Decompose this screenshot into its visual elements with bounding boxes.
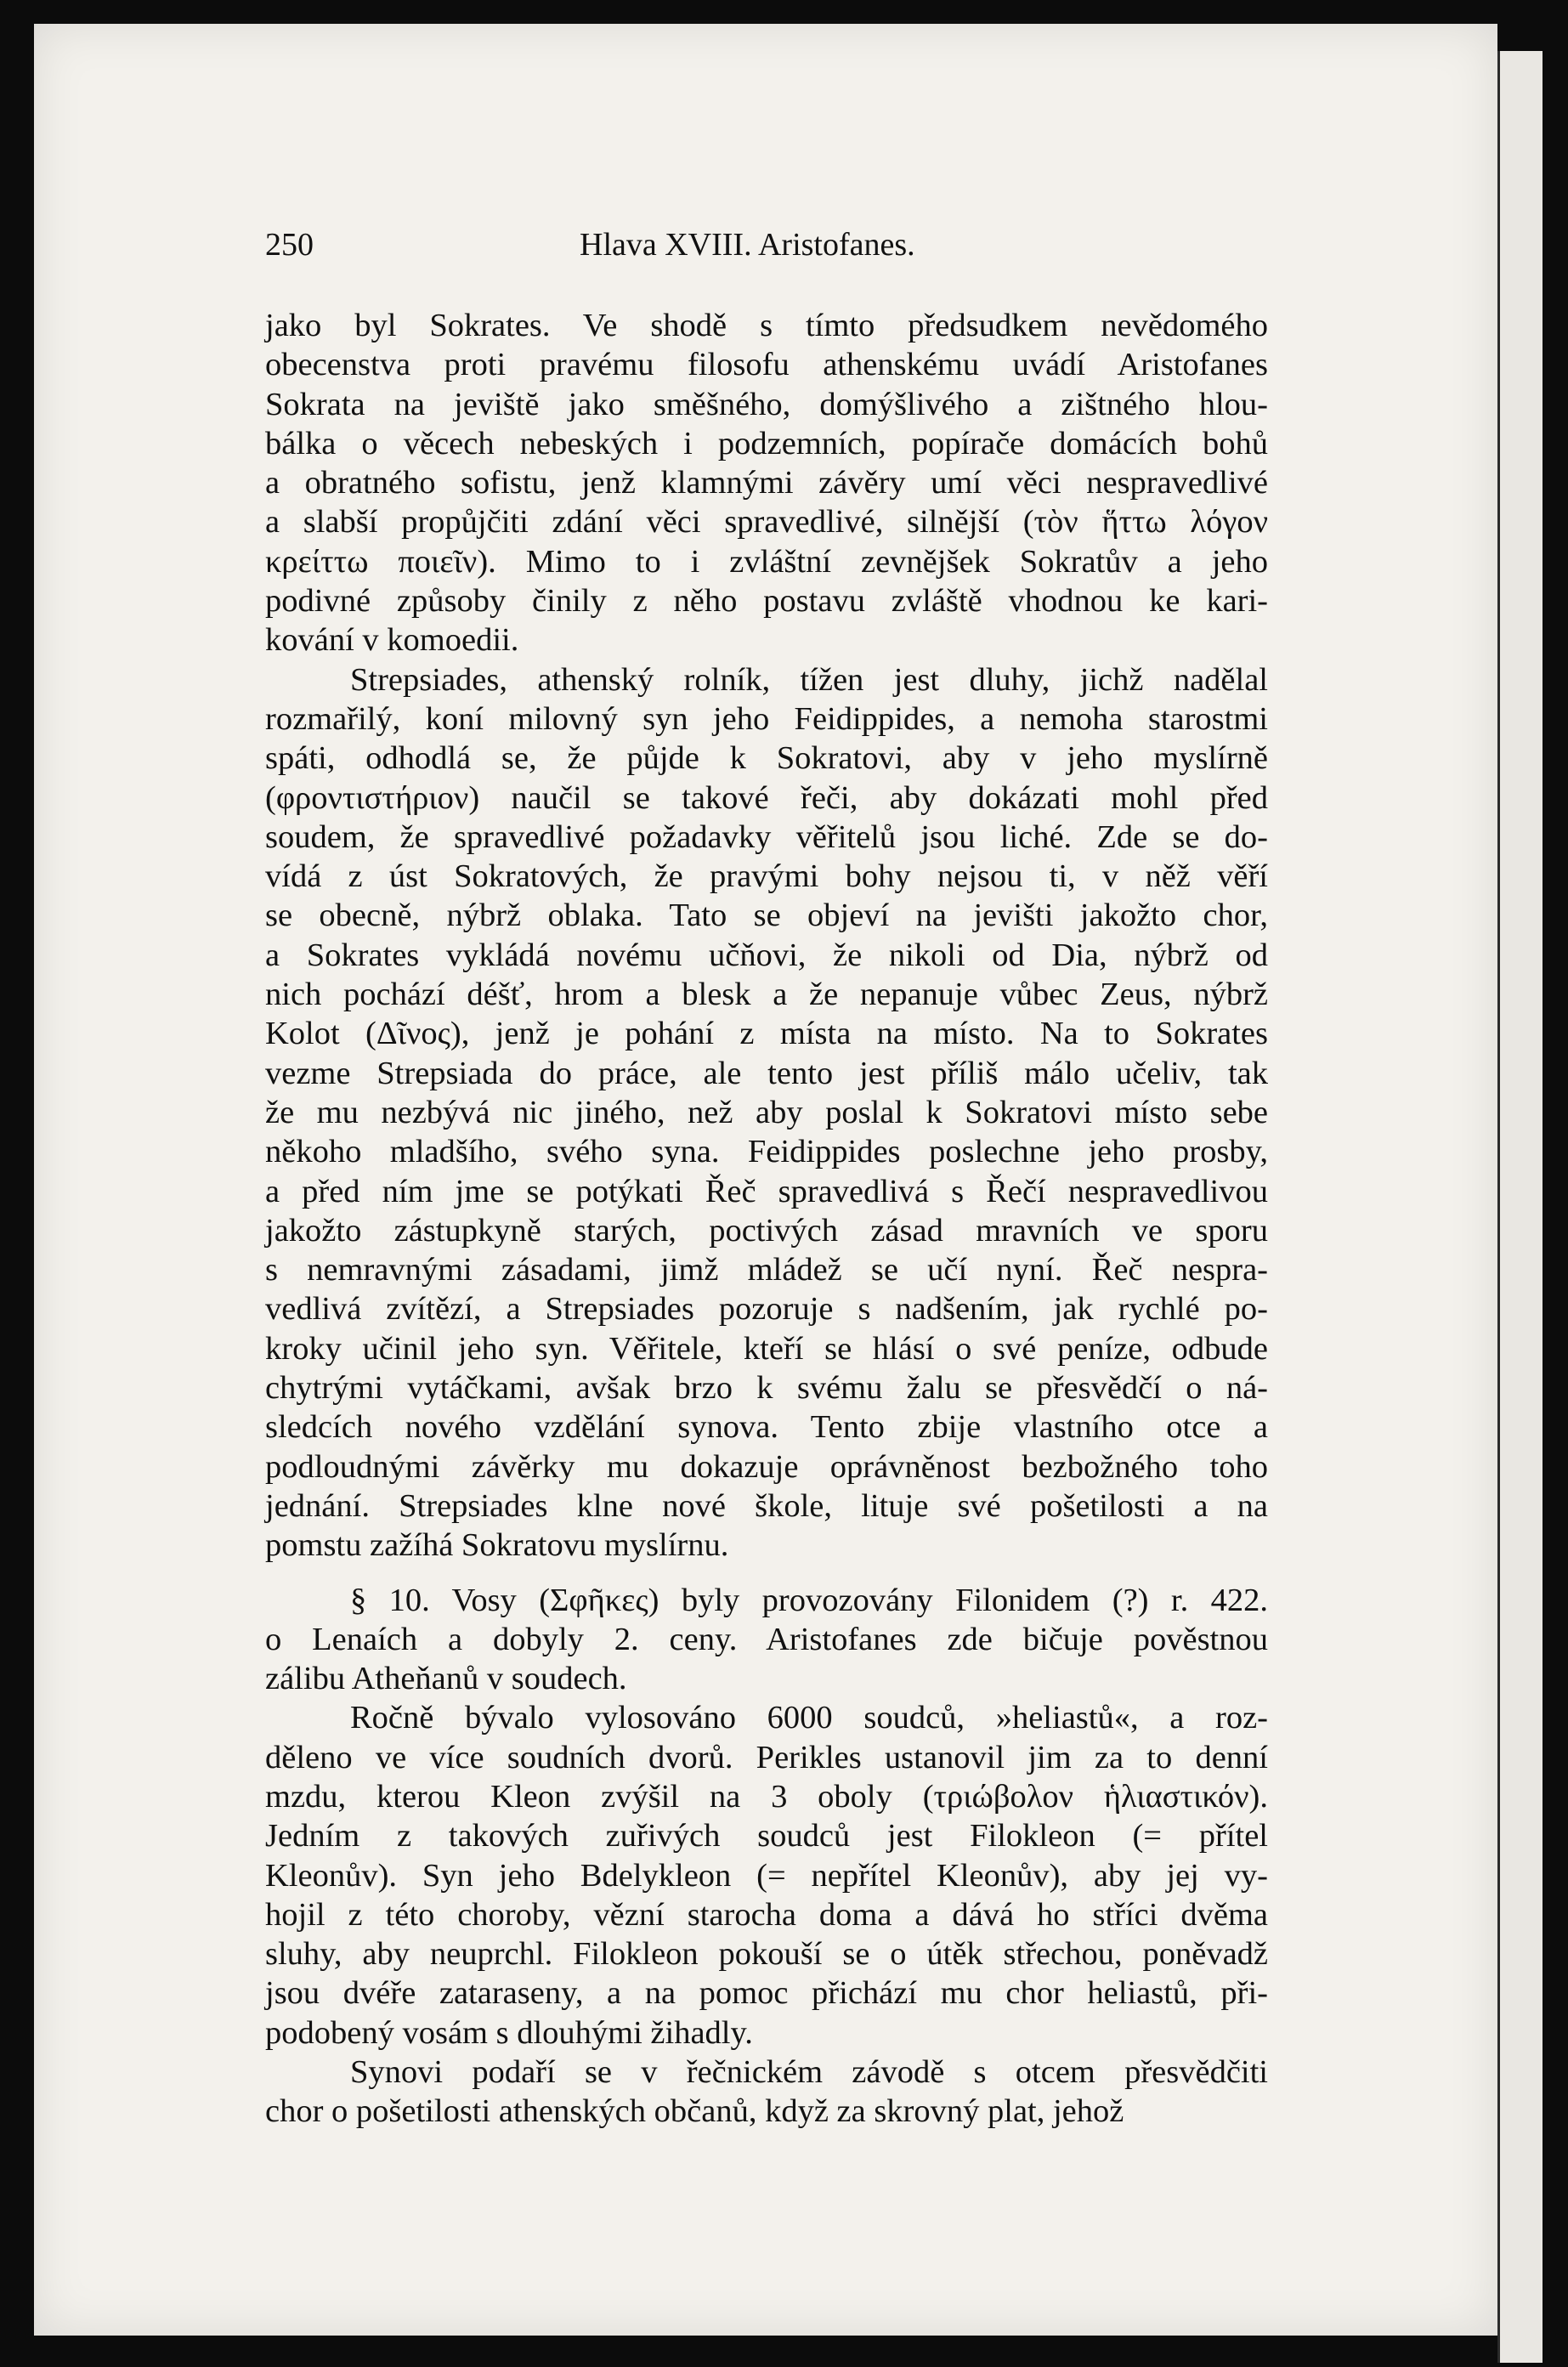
text-line: jednání. Strepsiades klne nové škole, lituje své pošetilosti a na bbox=[265, 1487, 1268, 1524]
running-header bbox=[265, 226, 1276, 269]
text-line: rozmařilý, koní milovný syn jeho Feidippides, a nemoha starostmi bbox=[265, 700, 1268, 737]
text-line: Ročně bývalo vylosováno 6000 soudců, »heliastů«, a roz- bbox=[350, 1700, 1268, 1736]
text-line: zálibu Atheňanů v soudech. bbox=[265, 1661, 627, 1697]
text-line: někoho mladšího, svého syna. Feidippides poslechne jeho prosby, bbox=[265, 1134, 1268, 1170]
text-line: sledcích nového vzdělání synova. Tento zbije vlastního otce a bbox=[265, 1409, 1268, 1446]
text-line: jsou dvéře zataraseny, a na pomoc přichází mu chor heliastů, při- bbox=[265, 1975, 1268, 2012]
text-line: Kleonův). Syn jeho Bdelykleon (= nepřítel Kleonův), aby jej vy- bbox=[265, 1857, 1268, 1894]
text-line: podivné způsoby činily z něho postavu zvláště vhodnou ke kari- bbox=[265, 583, 1268, 620]
text-line: hojil z této choroby, vězní starocha doma a dává ho stříci dvěma bbox=[265, 1896, 1268, 1933]
text-line: podloudnými závěrky mu dokazuje oprávněnost bezbožného toho bbox=[265, 1448, 1268, 1485]
text-line: soudem, že spravedlivé požadavky věřitelů jsou liché. Zde se do- bbox=[265, 818, 1268, 855]
text-line: Synovi podaří se v řečnickém závodě s otcem přesvědčiti bbox=[350, 2054, 1268, 2091]
text-line: o Lenaích a dobyly 2. ceny. Aristofanes zde bičuje pověstnou bbox=[265, 1621, 1268, 1657]
text-line: κρείττω ποιεῖν). Mimo to i zvláštní zevnějšek Sokratův a jeho bbox=[265, 543, 1268, 580]
text-line: a Sokrates vykládá novému učňovi, že nikoli od Dia, nýbrž od bbox=[265, 937, 1268, 973]
text-line: a před ním jme se potýkati Řeč spravedlivá s Řečí nespravedlivou bbox=[265, 1173, 1268, 1209]
text-line: pomstu zažíhá Sokratovu myslírnu. bbox=[265, 1527, 729, 1564]
text-line: že mu nezbývá nic jiného, než aby poslal k Sokratovi místo sebe bbox=[265, 1094, 1268, 1130]
text-line: chytrými vytáčkami, avšak brzo k svému žalu se přesvědčí o ná- bbox=[265, 1370, 1268, 1407]
text-line: vedlivá zvítězí, a Strepsiades pozoruje s nadšením, jak rychlé po- bbox=[265, 1291, 1268, 1328]
section-heading-line: § 10. Vosy (Σφῆκες) byly provozovány Filonidem (?) r. 422. bbox=[350, 1582, 1268, 1618]
text-line: chor o pošetilosti athenských občanů, když za skrovný plat, jehož bbox=[265, 2093, 1124, 2130]
text-line: s nemravnými zásadami, jimž mládež se učí nyní. Řeč nespra- bbox=[265, 1252, 1268, 1288]
text-line: podobený vosám s dlouhými žihadly. bbox=[265, 2014, 753, 2051]
text-line: nich pochází déšť, hrom a blesk a že nepanuje vůbec Zeus, nýbrž bbox=[265, 977, 1268, 1013]
text-line: vídá z úst Sokratových, že pravými bohy nejsou ti, v něž věří bbox=[265, 858, 1268, 895]
body-text bbox=[265, 306, 1268, 2132]
text-line: vezme Strepsiada do práce, ale tento jest příliš málo učeliv, tak bbox=[265, 1055, 1268, 1091]
text-line: jako byl Sokrates. Ve shodě s tímto předsudkem nevědomého bbox=[265, 308, 1268, 343]
text-line: se obecně, nýbrž oblaka. Tato se objeví na jevišti jakožto chor, bbox=[265, 898, 1268, 934]
text-line: Jedním z takových zuřivých soudců jest Filokleon (= přítel bbox=[265, 1818, 1268, 1855]
text-line: Strepsiades, athenský rolník, tížen jest dluhy, jichž nadělal bbox=[350, 661, 1268, 698]
text-line: kroky učinil jeho syn. Věřitele, kteří se hlásí o své peníze, odbude bbox=[265, 1330, 1268, 1367]
text-line: mzdu, kterou Kleon zvýšil na 3 oboly (τριώβολον ἡλιαστικόν). bbox=[265, 1778, 1268, 1815]
text-line: a obratného sofistu, jenž klamnými závěry umí věci nespravedlivé bbox=[265, 465, 1268, 501]
text-line: bálka o věcech nebeských i podzemních, popírače domácích bohů bbox=[265, 425, 1268, 462]
text-line: Sokrata na jevištĕ jako směšného, domýšlivého a zištného hlou- bbox=[265, 386, 1268, 422]
text-line: jakožto zástupkyně starých, poctivých zásad mravních ve sporu bbox=[265, 1212, 1268, 1249]
text-line: (φροντιστήριον) naučil se takové řeči, aby dokázati mohl před bbox=[265, 779, 1268, 816]
running-title: Hlava XVIII. Aristofanes. bbox=[580, 227, 915, 263]
text-line: a slabší propůjčiti zdání věci spravedlivé, silnější (τὸν ἥττω λόγον bbox=[265, 504, 1268, 541]
text-line: obecenstva proti pravému filosofu athenskému uvádí Aristofanes bbox=[265, 347, 1268, 383]
text-line: děleno ve více soudních dvorů. Perikles ustanovil jim za to denní bbox=[265, 1739, 1268, 1775]
text-line: Kolot (Δῖνος), jenž je pohání z místa na místo. Na to Sokrates bbox=[265, 1016, 1268, 1052]
text-line: kování v komoedii. bbox=[265, 622, 519, 659]
text-line: spáti, odhodlá se, že půjde k Sokratovi, aby v jeho myslírně bbox=[265, 740, 1268, 777]
next-page-edge bbox=[1497, 51, 1543, 2363]
page-number: 250 bbox=[265, 227, 314, 263]
text-line: sluhy, aby neuprchl. Filokleon pokouší se o útěk střechou, poněvadž bbox=[265, 1936, 1268, 1973]
